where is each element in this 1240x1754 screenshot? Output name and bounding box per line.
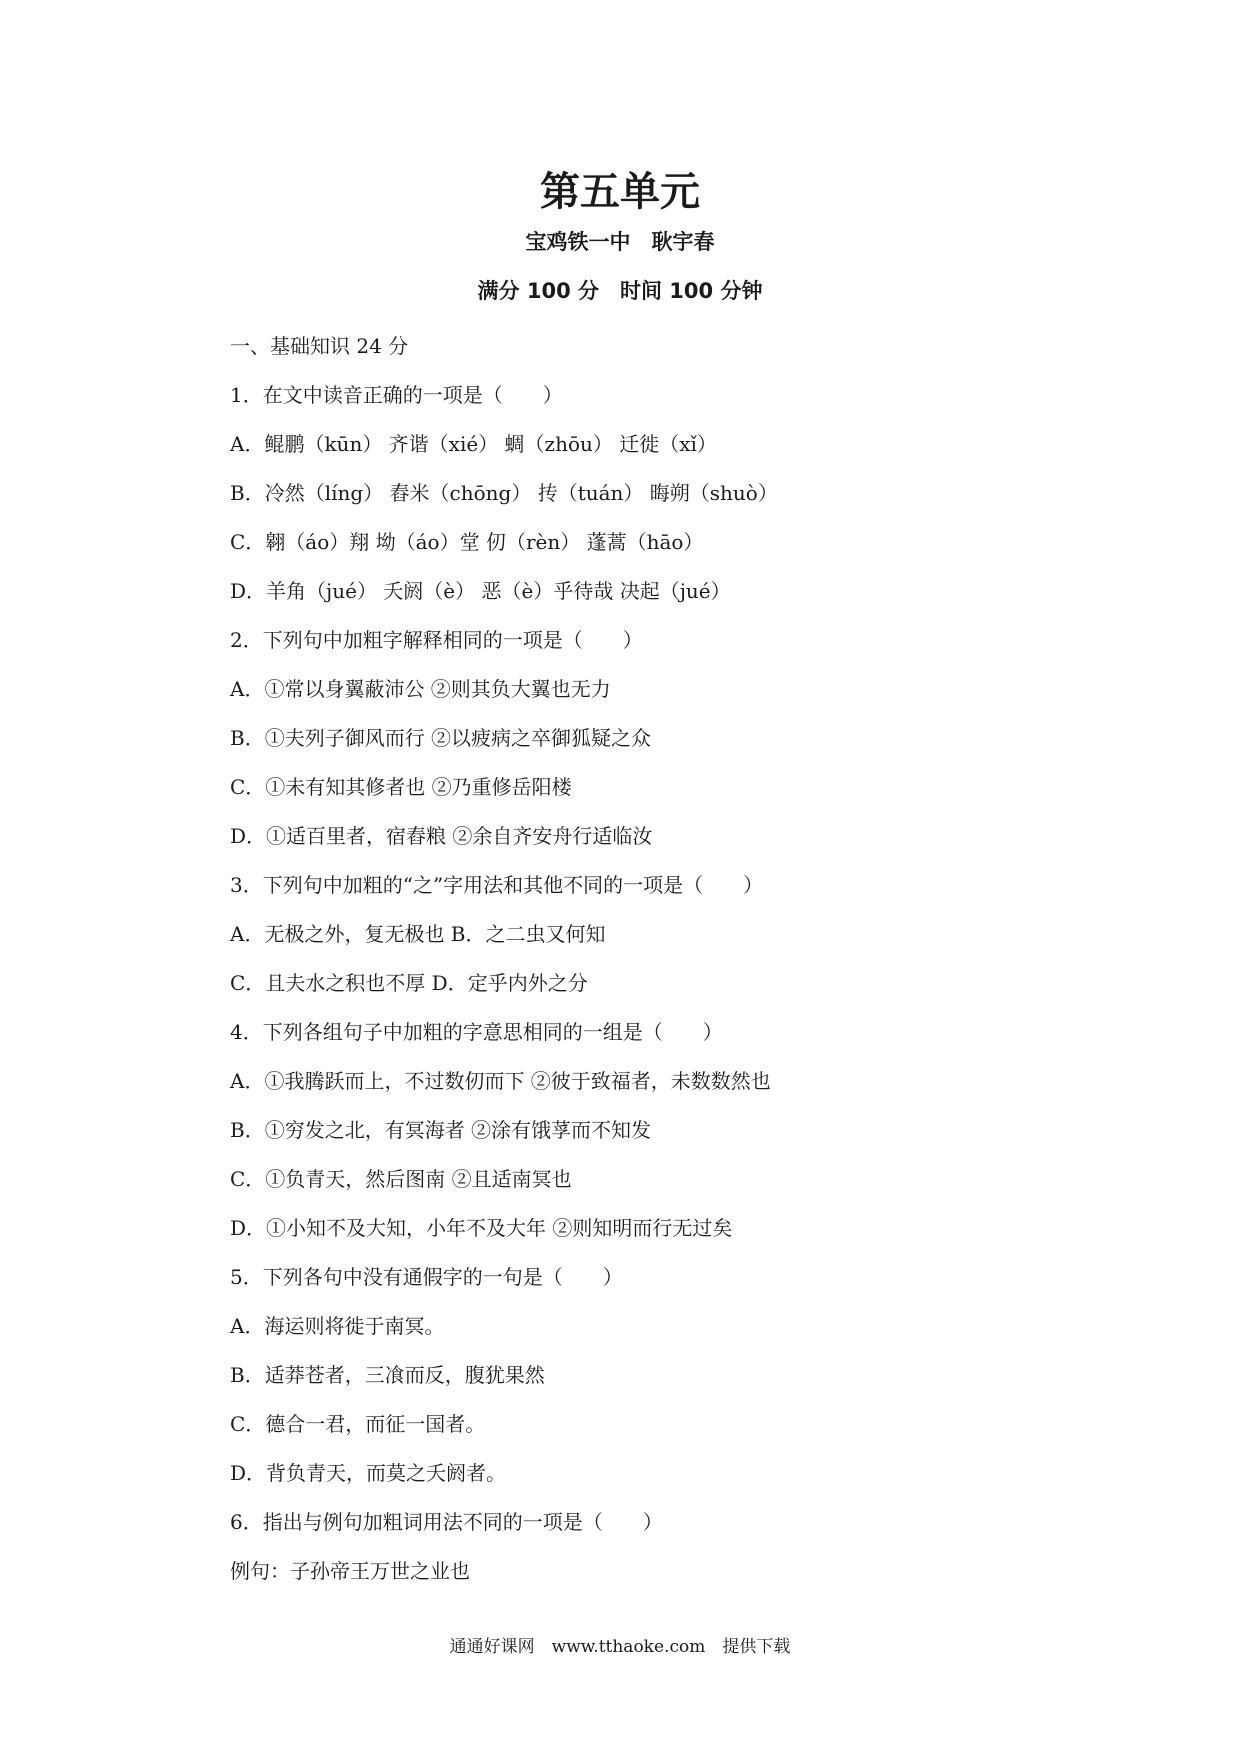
option-line: C．且夫水之积也不厚 D．定乎内外之分	[230, 971, 588, 995]
question-4: 4．下列各组句子中加粗的字意思相同的一组是（ ）	[230, 1020, 723, 1044]
option-line: C．德合一君，而征一国者。	[230, 1412, 486, 1436]
option-line: D．羊角（jué） 夭阏（è） 恶（è）乎待哉 决起（jué）	[230, 579, 731, 603]
section-heading: 一、基础知识 24 分	[230, 334, 409, 358]
question-3: 3．下列句中加粗的“之”字用法和其他不同的一项是（ ）	[230, 873, 764, 897]
school-author: 宝鸡铁一中 耿宇春	[525, 230, 715, 254]
example-sentence: 例句：子孙帝王万世之业也	[230, 1559, 470, 1583]
question-6: 6．指出与例句加粗词用法不同的一项是（ ）	[230, 1510, 663, 1534]
question-2: 2．下列句中加粗字解释相同的一项是（ ）	[230, 628, 643, 652]
option-line: A．鲲鹏（kūn） 齐谐（xié） 蜩（zhōu） 迁徙（xǐ）	[230, 432, 717, 456]
question-1: 1．在文中读音正确的一项是（ ）	[230, 383, 563, 407]
page-title: 第五单元	[540, 169, 700, 215]
option-line: D．①适百里者，宿舂粮 ②余自齐安舟行适临汝	[230, 824, 653, 848]
option-line: A．海运则将徙于南冥。	[230, 1314, 445, 1338]
question-5: 5．下列各句中没有通假字的一句是（ ）	[230, 1265, 623, 1289]
option-line: C．①未有知其修者也 ②乃重修岳阳楼	[230, 775, 572, 799]
question-body	[230, 322, 1130, 1596]
option-line: D．背负青天，而莫之夭阏者。	[230, 1461, 507, 1485]
option-line: B．①夫列子御风而行 ②以疲病之卒御狐疑之众	[230, 726, 652, 750]
option-line: C．翱（áo）翔 坳（áo）堂 仞（rèn） 蓬蒿（hāo）	[230, 530, 704, 554]
option-line: C．①负青天，然后图南 ②且适南冥也	[230, 1167, 572, 1191]
option-line: A．无极之外，复无极也 B．之二虫又何知	[230, 922, 606, 946]
option-line: B．冷然（líng） 舂米（chōng） 抟（tuán） 晦朔（shuò）	[230, 481, 778, 505]
option-line: A．①常以身翼蔽沛公 ②则其负大翼也无力	[230, 677, 611, 701]
option-line: D．①小知不及大知，小年不及大年 ②则知明而行无过矣	[230, 1216, 733, 1240]
option-line: B．①穷发之北，有冥海者 ②涂有饿莩而不知发	[230, 1118, 652, 1142]
option-line: B．适莽苍者，三飡而反，腹犹果然	[230, 1363, 545, 1387]
option-line: A．①我腾跃而上，不过数仞而下 ②彼于致福者，未数数然也	[230, 1069, 771, 1093]
footer-source: 通通好课网 www.tthaoke.com 提供下载	[449, 1637, 791, 1657]
score-time: 满分 100 分 时间 100 分钟	[477, 279, 763, 303]
